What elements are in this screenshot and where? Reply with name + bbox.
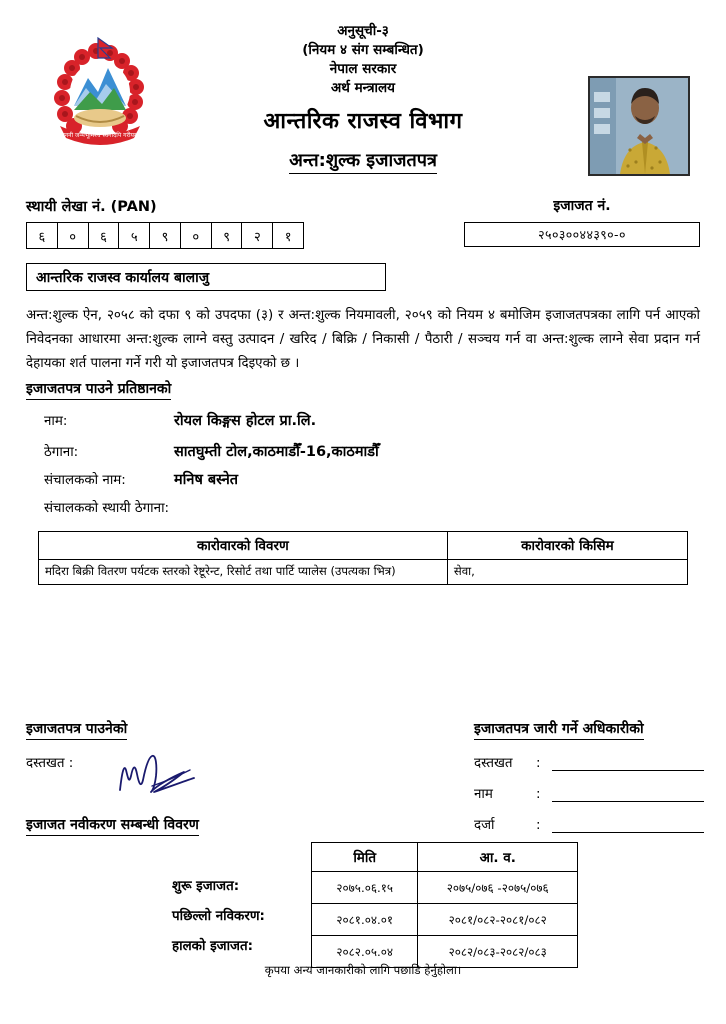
licensee-signature-heading: इजाजतपत्र पाउनेको bbox=[26, 719, 127, 740]
renewal-section-title: इजाजत नवीकरण सम्बन्धी विवरण bbox=[26, 815, 199, 836]
renewal-label-current: हालको इजाजत: bbox=[172, 939, 253, 954]
renewal-date: २०८२.०५.०४ bbox=[312, 936, 418, 968]
issuer-signature-label: दस्तखत bbox=[474, 756, 513, 771]
pan-label: स्थायी लेखा नं. (PAN) bbox=[26, 199, 157, 215]
column-header-fiscal-year: आ. व. bbox=[418, 843, 578, 872]
issuer-signature-row bbox=[474, 753, 704, 771]
renewal-table bbox=[311, 842, 578, 968]
colon: : bbox=[536, 756, 541, 771]
nepal-emblem-icon bbox=[48, 30, 152, 152]
license-number-value: २५०३००४४३९०-० bbox=[464, 222, 700, 247]
operator-permanent-address-field bbox=[44, 498, 174, 516]
column-header-description: कारोवारको विवरण bbox=[39, 532, 448, 560]
issuer-signature-heading: इजाजतपत्र जारी गर्ने अधिकारीको bbox=[474, 719, 644, 740]
transaction-details-table bbox=[38, 531, 688, 585]
table-row bbox=[312, 904, 578, 936]
table-row bbox=[312, 872, 578, 904]
field-label: नाम: bbox=[44, 414, 68, 429]
ministry-name: अर्थ मन्त्रालय bbox=[330, 80, 396, 97]
signature-label: दस्तखत : bbox=[26, 756, 74, 771]
issuer-designation-label: दर्जा bbox=[474, 818, 495, 833]
issuer-designation-line[interactable] bbox=[552, 819, 704, 833]
pan-digit: ६ bbox=[27, 223, 58, 248]
pan-digit: ९ bbox=[212, 223, 243, 248]
field-label: संचालकको स्थायी ठेगाना: bbox=[44, 501, 170, 516]
pan-number-boxes bbox=[26, 222, 304, 249]
renewal-label-last: पछिल्लो नविकरण: bbox=[172, 909, 265, 924]
licensee-photo bbox=[588, 76, 690, 176]
establishment-section-title: इजाजतपत्र पाउने प्रतिष्ठानको bbox=[26, 379, 171, 400]
column-header-kind: कारोवारको किसिम bbox=[447, 532, 687, 560]
schedule-number: अनुसूची-३ bbox=[337, 23, 389, 39]
pan-license-row bbox=[26, 196, 700, 256]
establishment-address-field bbox=[44, 441, 379, 461]
establishment-name-field bbox=[44, 410, 316, 430]
pan-digit: ० bbox=[181, 223, 212, 248]
pan-digit: १ bbox=[284, 229, 292, 245]
rule-reference: (नियम ४ संग सम्बन्धित) bbox=[302, 42, 424, 59]
issuer-signature-line[interactable] bbox=[552, 757, 704, 771]
issuing-office-name: आन्तरिक राजस्व कार्यालय बालाजु bbox=[26, 263, 386, 291]
license-number-block bbox=[464, 196, 700, 247]
government-name: नेपाल सरकार bbox=[329, 61, 397, 78]
handwritten-signature bbox=[112, 750, 208, 796]
operator-name-field bbox=[44, 469, 238, 489]
pan-digit: ९ bbox=[150, 223, 181, 248]
field-value: रोयल किङ्गस होटल प्रा.लि. bbox=[174, 413, 317, 429]
field-value: सातघुम्ती टोल,काठमाडौँ-16,काठमाडौँ bbox=[174, 444, 379, 460]
renewal-row-labels bbox=[172, 872, 312, 962]
table-header-row bbox=[39, 532, 688, 560]
issuer-designation-row bbox=[474, 815, 704, 833]
colon: : bbox=[536, 787, 541, 802]
issuer-signature-block bbox=[474, 718, 704, 833]
renewal-fiscal-year: २०७५/०७६ -२०७५/०७६ bbox=[418, 872, 578, 904]
legal-paragraph: अन्त:शुल्क ऐन, २०५८ को दफा ९ को उपदफा (३) र अन्त:शुल्क नियमावली, २०५९ को नियम ४ बमोजिम इजाजतपत्रका लागि पर्न आएको निवेदनका आधारमा अन्त:शुल्क लाग्ने वस्तु उत्पादन / खरिद / बिक्रि / निकासी / पैठारी / सञ्चय गर्न वा अन्त:शुल्क लाग्ने सेवा प्रदान गर्न देहायका शर्त पालना गर्ने गरी यो इजाजतपत्र दिइएको छ । bbox=[26, 308, 700, 371]
renewal-date: २०७५.०६.१५ bbox=[312, 872, 418, 904]
pan-digit: ५ bbox=[119, 223, 150, 248]
pan-digit: ० bbox=[58, 223, 89, 248]
pan-digit: २ bbox=[242, 223, 273, 248]
colon: : bbox=[536, 818, 541, 833]
pan-digit: ६ bbox=[89, 223, 120, 248]
issuer-name-row bbox=[474, 784, 704, 802]
field-value: मनिष बस्नेत bbox=[174, 472, 239, 488]
table-header-row bbox=[312, 843, 578, 872]
footer-note: कृपया अन्य जानकारीको लागि पछाडि हेर्नुहोला। bbox=[264, 963, 462, 977]
page-title: अन्त:शुल्क इजाजतपत्र bbox=[289, 148, 437, 174]
renewal-date: २०८१.०४.०१ bbox=[312, 904, 418, 936]
transaction-kind: सेवा, bbox=[447, 560, 687, 585]
field-label: संचालकको नाम: bbox=[44, 473, 126, 488]
transaction-description: मदिरा बिक्री वितरण पर्यटक स्तरको रेष्टूरेन्ट, रिसोर्ट तथा पार्टि प्यालेस (उपत्यका भित्र) bbox=[39, 560, 448, 585]
column-header-date: मिति bbox=[312, 843, 418, 872]
issuer-name-label: नाम bbox=[474, 787, 493, 802]
field-label: ठेगाना: bbox=[44, 445, 79, 460]
renewal-fiscal-year: २०८२/०८३-२०८२/०८३ bbox=[418, 936, 578, 968]
license-number-label: इजाजत नं. bbox=[553, 198, 611, 214]
svg-text:जननी जन्मभूमिश्च स्वर्गादपि गर: जननी जन्मभूमिश्च स्वर्गादपि गरीयसी bbox=[60, 132, 140, 139]
table-row bbox=[39, 560, 688, 585]
document-header bbox=[0, 0, 726, 174]
issuer-name-line[interactable] bbox=[552, 788, 704, 802]
renewal-label-initial: शुरू इजाजत: bbox=[172, 879, 240, 894]
department-name: आन्तरिक राजस्व विभाग bbox=[263, 108, 463, 134]
renewal-fiscal-year: २०८१/०८२-२०८१/०८२ bbox=[418, 904, 578, 936]
